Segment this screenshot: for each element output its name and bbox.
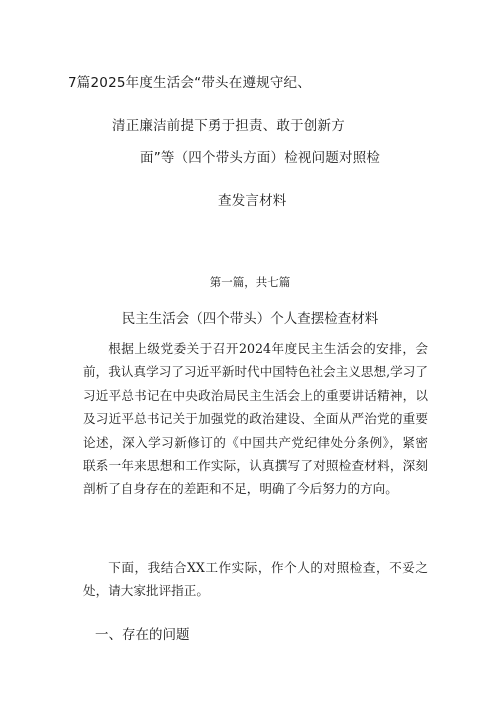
document-title-line-4: 查发言材料 — [218, 193, 287, 209]
part-label: 第一篇，共七篇 — [209, 275, 291, 289]
document-title-line-1: 7篇2025年度生活会“带头在遵规守纪、 — [68, 75, 311, 91]
body-paragraph-1: 根据上级党委关于召开2024年度民主生活会的安排，会前，我认真学习了习近平新时代中国特色社会主义思想,学习了习近平总书记在中央政治局民主生活会上的重要讲话精神，以及习近平总书记关于加强党的政治建设、全面从严治党的重要论述，深入学习新修订的《中国共产党纪律处分条例》，紧密联系一年来思想和工作实际，认真撰写了对照检查材料，深刻剖析了自身存在的差距和不足，明确了今后努力的方向。 — [83, 341, 428, 497]
document-title-line-3: 面”等（四个带头方面）检视问题对照检 — [140, 150, 381, 166]
document-title-line-2: 清正廉洁前提下勇于担责、敢于创新方 — [112, 118, 345, 134]
section-title: 民主生活会（四个带头）个人查摆检查材料 — [121, 311, 379, 327]
heading-existing-problems: 一、存在的问题 — [95, 627, 190, 643]
body-paragraph-2: 下面，我结合XX工作实际，作个人的对照检查，不妥之处，请大家批评指正。 — [83, 560, 428, 599]
